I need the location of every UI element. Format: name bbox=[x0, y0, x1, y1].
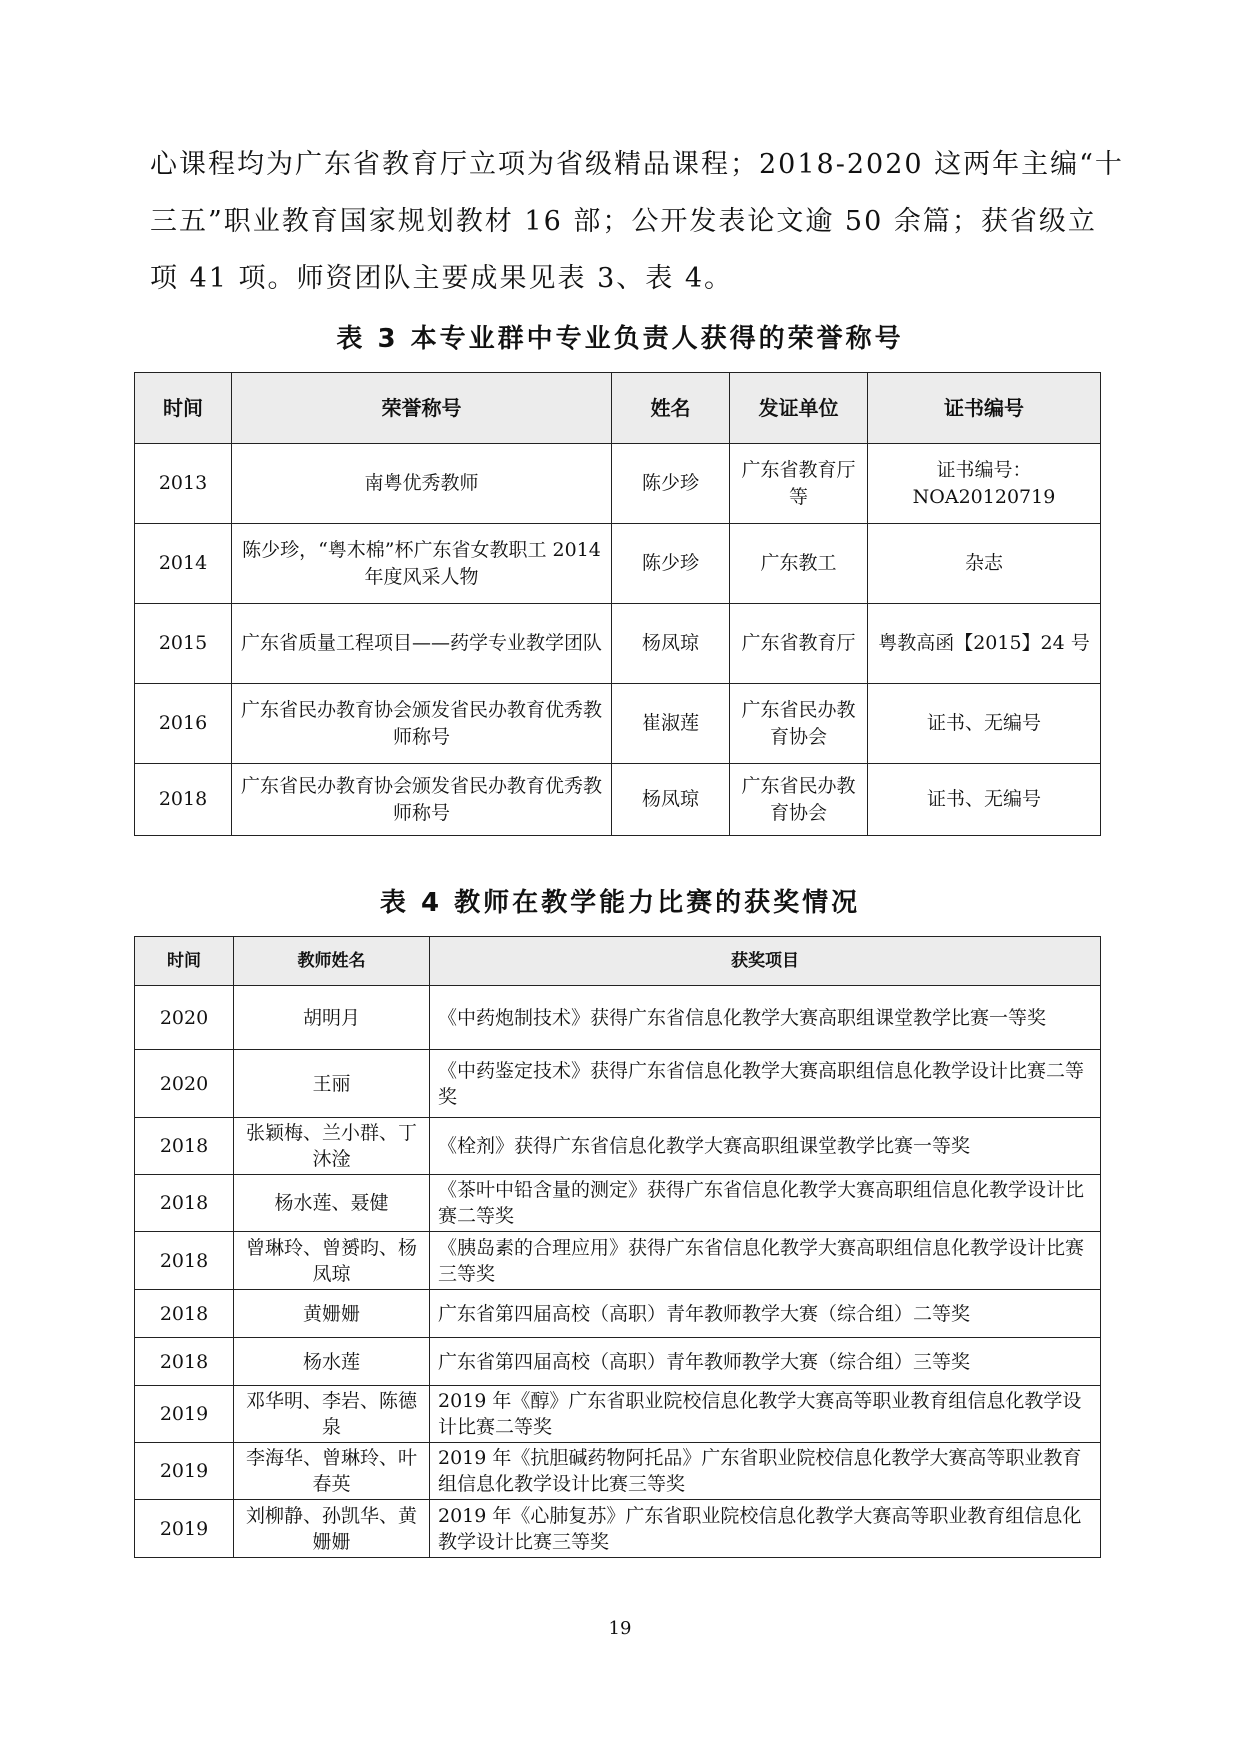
paragraph-line: 三五”职业教育国家规划教材 16 部；公开发表论文逾 50 余篇；获省级立 bbox=[150, 206, 1097, 237]
page-number: 19 bbox=[608, 1618, 632, 1639]
certificate-cell: 杂志 bbox=[868, 524, 1101, 604]
issuer-cell: 广东省民办教育协会 bbox=[730, 764, 868, 836]
award-cell: 《栓剂》获得广东省信息化教学大赛高职组课堂教学比赛一等奖 bbox=[430, 1118, 1101, 1175]
issuer-cell: 广东教工 bbox=[730, 524, 868, 604]
table-row bbox=[135, 986, 1101, 1050]
teacher-cell: 刘柳静、孙凯华、黄姗姗 bbox=[234, 1500, 430, 1558]
table-row bbox=[135, 1290, 1101, 1338]
certificate-cell: 证书、无编号 bbox=[868, 764, 1101, 836]
year-cell: 2018 bbox=[135, 1118, 234, 1175]
table-header-row bbox=[135, 373, 1101, 444]
table-row bbox=[135, 1386, 1101, 1443]
award-cell: 《茶叶中铅含量的测定》获得广东省信息化教学大赛高职组信息化教学设计比赛二等奖 bbox=[430, 1175, 1101, 1232]
header-cell: 时间 bbox=[135, 373, 232, 444]
teacher-cell: 王丽 bbox=[234, 1050, 430, 1118]
table3-caption: 表 3 本专业群中专业负责人获得的荣誉称号 bbox=[336, 324, 904, 354]
award-cell: 2019 年《醇》广东省职业院校信息化教学大赛高等职业教育组信息化教学设计比赛二等奖 bbox=[430, 1386, 1101, 1443]
year-cell: 2019 bbox=[135, 1386, 234, 1443]
issuer-cell: 广东省民办教育协会 bbox=[730, 684, 868, 764]
name-cell: 陈少珍 bbox=[612, 524, 730, 604]
year-cell: 2018 bbox=[135, 1338, 234, 1386]
header-cell: 获奖项目 bbox=[430, 937, 1101, 986]
table-row bbox=[135, 1338, 1101, 1386]
award-cell: 广东省第四届高校（高职）青年教师教学大赛（综合组）三等奖 bbox=[430, 1338, 1101, 1386]
year-cell: 2015 bbox=[135, 604, 232, 684]
table-row bbox=[135, 604, 1101, 684]
year-cell: 2020 bbox=[135, 1050, 234, 1118]
header-cell: 教师姓名 bbox=[234, 937, 430, 986]
year-cell: 2019 bbox=[135, 1443, 234, 1500]
award-cell: 《中药炮制技术》获得广东省信息化教学大赛高职组课堂教学比赛一等奖 bbox=[430, 986, 1101, 1050]
certificate-cell: 证书编号：NOA20120719 bbox=[868, 444, 1101, 524]
table-row bbox=[135, 444, 1101, 524]
year-cell: 2016 bbox=[135, 684, 232, 764]
teacher-cell: 杨水莲 bbox=[234, 1338, 430, 1386]
table-row bbox=[135, 1232, 1101, 1290]
teacher-cell: 李海华、曾琳玲、叶春英 bbox=[234, 1443, 430, 1500]
table-row bbox=[135, 1050, 1101, 1118]
header-cell: 时间 bbox=[135, 937, 234, 986]
certificate-cell: 粤教高函【2015】24 号 bbox=[868, 604, 1101, 684]
year-cell: 2020 bbox=[135, 986, 234, 1050]
teacher-cell: 杨水莲、聂健 bbox=[234, 1175, 430, 1232]
honor-cell: 陈少珍，“粤木棉”杯广东省女教职工 2014 年度风采人物 bbox=[232, 524, 612, 604]
table-row bbox=[135, 764, 1101, 836]
award-cell: 2019 年《心肺复苏》广东省职业院校信息化教学大赛高等职业教育组信息化教学设计比赛三等奖 bbox=[430, 1500, 1101, 1558]
honors-table bbox=[134, 372, 1101, 836]
year-cell: 2018 bbox=[135, 1175, 234, 1232]
teacher-cell: 张颖梅、兰小群、丁沐淦 bbox=[234, 1118, 430, 1175]
year-cell: 2018 bbox=[135, 1290, 234, 1338]
header-cell: 发证单位 bbox=[730, 373, 868, 444]
award-cell: 《胰岛素的合理应用》获得广东省信息化教学大赛高职组信息化教学设计比赛三等奖 bbox=[430, 1232, 1101, 1290]
header-cell: 荣誉称号 bbox=[232, 373, 612, 444]
table-header-row bbox=[135, 937, 1101, 986]
table-row bbox=[135, 1175, 1101, 1232]
intro-paragraph bbox=[150, 136, 1124, 307]
certificate-cell: 证书、无编号 bbox=[868, 684, 1101, 764]
paragraph-line: 项 41 项。师资团队主要成果见表 3、表 4。 bbox=[150, 263, 734, 294]
year-cell: 2013 bbox=[135, 444, 232, 524]
year-cell: 2018 bbox=[135, 764, 232, 836]
header-cell: 姓名 bbox=[612, 373, 730, 444]
issuer-cell: 广东省教育厅 bbox=[730, 604, 868, 684]
honor-cell: 广东省民办教育协会颁发省民办教育优秀教师称号 bbox=[232, 684, 612, 764]
award-cell: 《中药鉴定技术》获得广东省信息化教学大赛高职组信息化教学设计比赛二等奖 bbox=[430, 1050, 1101, 1118]
award-cell: 2019 年《抗胆碱药物阿托品》广东省职业院校信息化教学大赛高等职业教育组信息化教学设计比赛三等奖 bbox=[430, 1443, 1101, 1500]
table4-caption: 表 4 教师在教学能力比赛的获奖情况 bbox=[379, 888, 861, 918]
header-cell: 证书编号 bbox=[868, 373, 1101, 444]
table-row bbox=[135, 684, 1101, 764]
table-row bbox=[135, 1118, 1101, 1175]
year-cell: 2019 bbox=[135, 1500, 234, 1558]
name-cell: 杨凤琼 bbox=[612, 764, 730, 836]
name-cell: 崔淑莲 bbox=[612, 684, 730, 764]
teacher-cell: 黄姗姗 bbox=[234, 1290, 430, 1338]
honor-cell: 南粤优秀教师 bbox=[232, 444, 612, 524]
table-row bbox=[135, 524, 1101, 604]
name-cell: 杨凤琼 bbox=[612, 604, 730, 684]
teacher-cell: 邓华明、李岩、陈德泉 bbox=[234, 1386, 430, 1443]
name-cell: 陈少珍 bbox=[612, 444, 730, 524]
teacher-cell: 曾琳玲、曾赟昀、杨凤琼 bbox=[234, 1232, 430, 1290]
teacher-cell: 胡明月 bbox=[234, 986, 430, 1050]
paragraph-line: 心课程均为广东省教育厅立项为省级精品课程；2018-2020 这两年主编“十 bbox=[150, 149, 1124, 180]
awards-table bbox=[134, 936, 1101, 1558]
table-row bbox=[135, 1500, 1101, 1558]
table-row bbox=[135, 1443, 1101, 1500]
honor-cell: 广东省质量工程项目——药学专业教学团队 bbox=[232, 604, 612, 684]
award-cell: 广东省第四届高校（高职）青年教师教学大赛（综合组）二等奖 bbox=[430, 1290, 1101, 1338]
year-cell: 2018 bbox=[135, 1232, 234, 1290]
honor-cell: 广东省民办教育协会颁发省民办教育优秀教师称号 bbox=[232, 764, 612, 836]
issuer-cell: 广东省教育厅等 bbox=[730, 444, 868, 524]
year-cell: 2014 bbox=[135, 524, 232, 604]
